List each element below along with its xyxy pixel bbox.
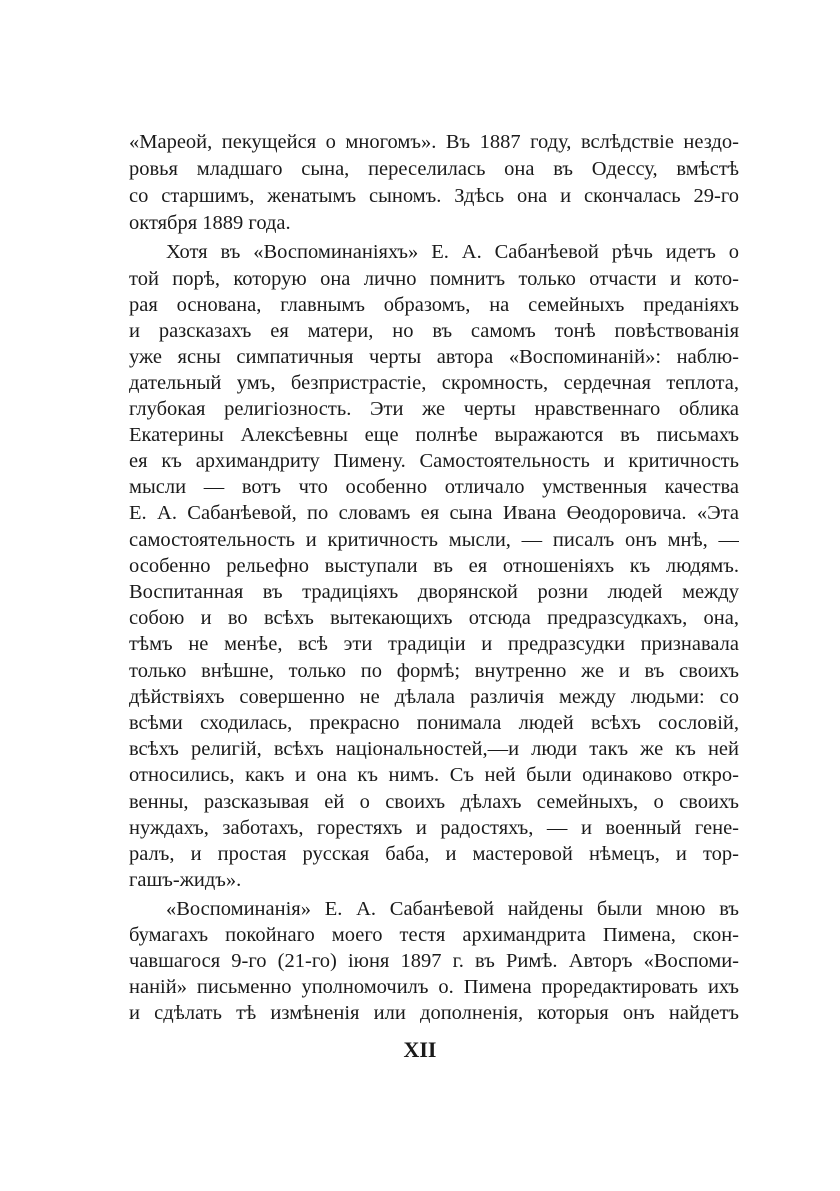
text-line: Екатерины Алексѣевны еще полнѣе выражаются въ письмахъ (129, 424, 739, 446)
text-line: всѣми сходилась, прекрасно понимала людей всѣхъ сословій, (129, 712, 739, 734)
text-line: рая основана, главнымъ образомъ, на семейныхъ преданіяхъ (129, 294, 739, 316)
text-line: ровья младшаго сына, переселилась она въ Одессу, вмѣстѣ (129, 158, 739, 180)
text-line: бумагахъ покойнаго моего тестя архимандрита Пимена, скон- (129, 924, 739, 946)
text-line: и сдѣлать тѣ измѣненія или дополненія, которыя онъ найдетъ (129, 1002, 739, 1024)
text-line: наній» письменно уполномочилъ о. Пимена проредактировать ихъ (129, 976, 739, 998)
text-line: той порѣ, которую она лично помнитъ только отчасти и кото- (129, 268, 739, 290)
text-line: чавшагося 9-го (21-го) іюня 1897 г. въ Римѣ. Авторъ «Воспоми- (129, 950, 739, 972)
text-line: только внѣшне, только по формѣ; внутренно же и въ своихъ (129, 660, 739, 682)
text-line: венны, разсказывая ей о своихъ дѣлахъ семейныхъ, о своихъ (129, 791, 739, 813)
text-line: собою и во всѣхъ вытекающихъ отсюда предразсудкахъ, она, (129, 607, 739, 629)
text-line: ралъ, и простая русская баба, и мастеровой нѣмецъ, и тор- (129, 843, 739, 865)
text-line: Воспитанная въ традиціяхъ дворянской розни людей между (129, 581, 739, 603)
text-line: со старшимъ, женатымъ сыномъ. Здѣсь она и скончалась 29-го (129, 185, 739, 207)
text-line: и разсказахъ ея матери, но въ самомъ тонѣ повѣствованія (129, 320, 739, 342)
text-line: уже ясны симпатичныя черты автора «Воспоминаній»: наблю- (129, 346, 739, 368)
text-line: ея къ архимандриту Пимену. Самостоятельность и критичность (129, 450, 739, 472)
text-line: тѣмъ не менѣе, всѣ эти традиціи и предразсудки признавала (129, 633, 739, 655)
text-line: «Воспоминанія» Е. А. Сабанѣевой найдены были мною въ (166, 898, 739, 920)
text-line: относились, какъ и она къ нимъ. Съ ней были одинаково откро- (129, 764, 739, 786)
text-line: Хотя въ «Воспоминаніяхъ» Е. А. Сабанѣевой рѣчь идетъ о (166, 241, 739, 263)
text-line: самостоятельность и критичность мысли, — писалъ онъ мнѣ, — (129, 529, 739, 551)
text-line: глубокая религіозность. Эти же черты нравственнаго облика (129, 398, 739, 420)
text-line: октября 1889 года. (129, 212, 291, 234)
text-line: дательный умъ, безпристрастіе, скромность, сердечная теплота, (129, 372, 739, 394)
text-line: особенно рельефно выступали въ ея отношеніяхъ къ людямъ. (129, 555, 739, 577)
text-line: мысли — вотъ что особенно отличало умственныя качества (129, 476, 739, 498)
text-line: гашъ-жидъ». (129, 869, 242, 891)
text-line: нуждахъ, заботахъ, горестяхъ и радостяхъ, — и военный гене- (129, 817, 739, 839)
page-number: XII (403, 1037, 437, 1062)
text-line: «Мареой, пекущейся о многомъ». Въ 1887 году, вслѣдствіе нездо- (129, 131, 739, 153)
text-line: Е. А. Сабанѣевой, по словамъ ея сына Ивана Өеодоровича. «Эта (129, 502, 739, 524)
text-line: дѣйствіяхъ совершенно не дѣлала различія между людьми: со (129, 686, 739, 708)
text-line: всѣхъ религій, всѣхъ національностей,—и люди такъ же къ ней (129, 738, 739, 760)
